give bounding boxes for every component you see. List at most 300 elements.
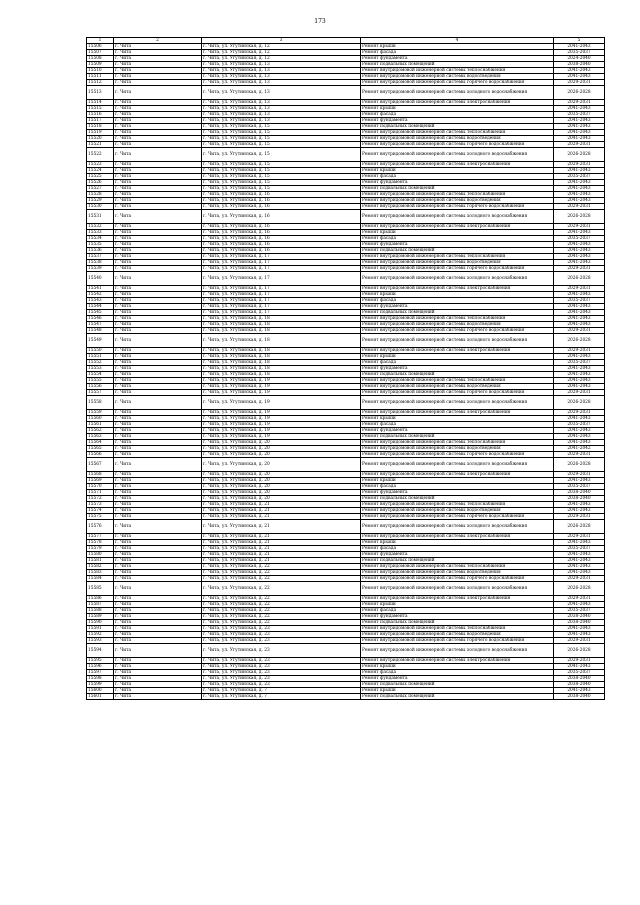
period-cell: 2035-2037: [554, 670, 605, 676]
row-number-cell: 15556: [87, 384, 114, 390]
row-number-cell: 15596: [87, 664, 114, 670]
municipality-cell: г. Чита: [114, 496, 202, 502]
row-number-cell: 15577: [87, 534, 114, 540]
address-cell: г. Чита, ул. Угутинская, д. 19: [202, 410, 361, 416]
municipality-cell: г. Чита: [114, 310, 202, 316]
municipality-cell: г. Чита: [114, 174, 202, 180]
municipality-cell: г. Чита: [114, 254, 202, 260]
municipality-cell: г. Чита: [114, 608, 202, 614]
row-number-cell: 15567: [87, 458, 114, 472]
work-type-cell: Ремонт фундамента: [361, 614, 554, 620]
work-type-cell: Ремонт внутридомовой инженерной системы теплоснабжения: [361, 316, 554, 322]
address-cell: г. Чита, ул. Угутинская, д. 19: [202, 390, 361, 396]
municipality-cell: г. Чита: [114, 360, 202, 366]
period-cell: 2035-2037: [554, 484, 605, 490]
row-number-cell: 15530: [87, 204, 114, 210]
address-cell: г. Чита, ул. Угутинская, д. 17: [202, 304, 361, 310]
municipality-cell: г. Чита: [114, 378, 202, 384]
work-type-cell: Ремонт фасада: [361, 608, 554, 614]
row-number-cell: 15588: [87, 608, 114, 614]
period-cell: 2035-2037: [554, 422, 605, 428]
work-type-cell: Ремонт внутридомовой инженерной системы теплоснабжения: [361, 192, 554, 198]
address-cell: г. Чита, ул. Угутинская, д. 7: [202, 694, 361, 700]
work-type-cell: Ремонт внутридомовой инженерной системы горячего водоснабжения: [361, 390, 554, 396]
municipality-cell: г. Чита: [114, 552, 202, 558]
municipality-cell: г. Чита: [114, 508, 202, 514]
row-number-cell: 15593: [87, 638, 114, 644]
work-type-cell: Ремонт крыши: [361, 664, 554, 670]
address-cell: г. Чита, ул. Угутинская, д. 21: [202, 552, 361, 558]
work-type-cell: Ремонт внутридомовой инженерной системы теплоснабжения: [361, 626, 554, 632]
period-cell: 2026-2028: [554, 334, 605, 348]
address-cell: г. Чита, ул. Угутинская, д. 23: [202, 682, 361, 688]
work-type-cell: Ремонт фундамента: [361, 304, 554, 310]
period-cell: 2026-2028: [554, 458, 605, 472]
row-number-cell: 15591: [87, 626, 114, 632]
work-type-cell: Ремонт внутридомовой инженерной системы теплоснабжения: [361, 440, 554, 446]
row-number-cell: 15590: [87, 620, 114, 626]
row-number-cell: 15586: [87, 596, 114, 602]
address-cell: г. Чита, ул. Угутинская, д. 16: [202, 210, 361, 224]
work-type-cell: Ремонт крыши: [361, 478, 554, 484]
row-number-cell: 15584: [87, 576, 114, 582]
period-cell: 2029-2031: [554, 390, 605, 396]
period-cell: 2041-2043: [554, 378, 605, 384]
row-number-cell: 15525: [87, 174, 114, 180]
table-row: [87, 458, 605, 472]
table-row: [87, 582, 605, 596]
row-number-cell: 15568: [87, 472, 114, 478]
work-type-cell: Ремонт крыши: [361, 44, 554, 50]
address-cell: г. Чита, ул. Угутинская, д. 20: [202, 452, 361, 458]
work-type-cell: Ремонт внутридомовой инженерной системы холодного водоснабжения: [361, 86, 554, 100]
row-number-cell: 15576: [87, 520, 114, 534]
address-cell: г. Чита, ул. Угутинская, д. 16: [202, 236, 361, 242]
repair-schedule-table: [86, 37, 605, 700]
row-number-cell: 15597: [87, 670, 114, 676]
address-cell: г. Чита, ул. Угутинская, д. 20: [202, 478, 361, 484]
row-number-cell: 15600: [87, 688, 114, 694]
address-cell: г. Чита, ул. Угутинская, д. 18: [202, 316, 361, 322]
row-number-cell: 15532: [87, 224, 114, 230]
row-number-cell: 15543: [87, 298, 114, 304]
row-number-cell: 15599: [87, 682, 114, 688]
work-type-cell: Ремонт внутридомовой инженерной системы горячего водоснабжения: [361, 576, 554, 582]
row-number-cell: 15563: [87, 434, 114, 440]
address-cell: г. Чита, ул. Угутинская, д. 23: [202, 626, 361, 632]
period-cell: 2041-2043: [554, 118, 605, 124]
row-number-cell: 15516: [87, 112, 114, 118]
row-number-cell: 15552: [87, 360, 114, 366]
period-cell: 2041-2043: [554, 130, 605, 136]
work-type-cell: Ремонт крыши: [361, 540, 554, 546]
row-number-cell: 15578: [87, 540, 114, 546]
address-cell: г. Чита, ул. Угутинская, д. 20: [202, 472, 361, 478]
work-type-cell: Ремонт внутридомовой инженерной системы электроснабжения: [361, 534, 554, 540]
period-cell: 2041-2043: [554, 434, 605, 440]
work-type-cell: Ремонт крыши: [361, 688, 554, 694]
municipality-cell: г. Чита: [114, 366, 202, 372]
table-row: [87, 520, 605, 534]
address-cell: г. Чита, ул. Угутинская, д. 19: [202, 428, 361, 434]
work-type-cell: Ремонт внутридомовой инженерной системы горячего водоснабжения: [361, 514, 554, 520]
municipality-cell: г. Чита: [114, 546, 202, 552]
row-number-cell: 15510: [87, 68, 114, 74]
municipality-cell: г. Чита: [114, 106, 202, 112]
work-type-cell: Ремонт внутридомовой инженерной системы холодного водоснабжения: [361, 582, 554, 596]
work-type-cell: Ремонт внутридомовой инженерной системы водоотведения: [361, 632, 554, 638]
period-cell: 2026-2028: [554, 582, 605, 596]
address-cell: г. Чита, ул. Угутинская, д. 13: [202, 106, 361, 112]
address-cell: г. Чита, ул. Угутинская, д. 13: [202, 74, 361, 80]
address-cell: г. Чита, ул. Угутинская, д. 16: [202, 204, 361, 210]
period-cell: 2041-2043: [554, 180, 605, 186]
address-cell: г. Чита, ул. Угутинская, д. 12: [202, 44, 361, 50]
address-cell: г. Чита, ул. Угутинская, д. 17: [202, 286, 361, 292]
address-cell: г. Чита, ул. Угутинская, д. 15: [202, 180, 361, 186]
address-cell: г. Чита, ул. Угутинская, д. 15: [202, 174, 361, 180]
period-cell: 2035-2037: [554, 174, 605, 180]
municipality-cell: г. Чита: [114, 676, 202, 682]
period-cell: 2035-2037: [554, 50, 605, 56]
municipality-cell: г. Чита: [114, 204, 202, 210]
table-row: [87, 396, 605, 410]
work-type-cell: Ремонт фасада: [361, 670, 554, 676]
municipality-cell: г. Чита: [114, 236, 202, 242]
address-cell: г. Чита, ул. Угутинская, д. 13: [202, 112, 361, 118]
address-cell: г. Чита, ул. Угутинская, д. 13: [202, 80, 361, 86]
work-type-cell: Ремонт внутридомовой инженерной системы электроснабжения: [361, 162, 554, 168]
period-cell: 2035-2037: [554, 608, 605, 614]
table-row: [87, 86, 605, 100]
municipality-cell: г. Чита: [114, 582, 202, 596]
row-number-cell: 15574: [87, 508, 114, 514]
period-cell: 2041-2043: [554, 558, 605, 564]
period-cell: 2038-2040: [554, 614, 605, 620]
work-type-cell: Ремонт внутридомовой инженерной системы холодного водоснабжения: [361, 396, 554, 410]
period-cell: 2038-2040: [554, 676, 605, 682]
address-cell: г. Чита, ул. Угутинская, д. 21: [202, 558, 361, 564]
address-cell: г. Чита, ул. Угутинская, д. 18: [202, 354, 361, 360]
work-type-cell: Ремонт внутридомовой инженерной системы водоотведения: [361, 508, 554, 514]
address-cell: г. Чита, ул. Угутинская, д. 13: [202, 62, 361, 68]
work-type-cell: Ремонт фундамента: [361, 428, 554, 434]
row-number-cell: 15547: [87, 322, 114, 328]
address-cell: г. Чита, ул. Угутинская, д. 20: [202, 446, 361, 452]
municipality-cell: г. Чита: [114, 520, 202, 534]
row-number-cell: 15533: [87, 230, 114, 236]
work-type-cell: Ремонт подвальных помещений: [361, 434, 554, 440]
address-cell: г. Чита, ул. Угутинская, д. 18: [202, 348, 361, 354]
municipality-cell: г. Чита: [114, 260, 202, 266]
period-cell: 2035-2037: [554, 546, 605, 552]
row-number-cell: 15553: [87, 366, 114, 372]
work-type-cell: Ремонт внутридомовой инженерной системы электроснабжения: [361, 286, 554, 292]
address-cell: г. Чита, ул. Угутинская, д. 22: [202, 608, 361, 614]
work-type-cell: Ремонт фасада: [361, 112, 554, 118]
address-cell: г. Чита, ул. Угутинская, д. 17: [202, 292, 361, 298]
work-type-cell: Ремонт фундамента: [361, 56, 554, 62]
period-cell: 2038-2040: [554, 682, 605, 688]
period-cell: 2041-2043: [554, 508, 605, 514]
period-cell: 2029-2031: [554, 266, 605, 272]
work-type-cell: Ремонт внутридомовой инженерной системы электроснабжения: [361, 596, 554, 602]
period-cell: 2041-2043: [554, 292, 605, 298]
row-number-cell: 15507: [87, 50, 114, 56]
municipality-cell: г. Чита: [114, 602, 202, 608]
address-cell: г. Чита, ул. Угутинская, д. 12: [202, 56, 361, 62]
period-cell: 2029-2031: [554, 328, 605, 334]
address-cell: г. Чита, ул. Угутинская, д. 15: [202, 142, 361, 148]
municipality-cell: г. Чита: [114, 632, 202, 638]
period-cell: 2041-2043: [554, 664, 605, 670]
work-type-cell: Ремонт фасада: [361, 174, 554, 180]
period-cell: 2024-2040: [554, 56, 605, 62]
work-type-cell: Ремонт внутридомовой инженерной системы горячего водоснабжения: [361, 452, 554, 458]
row-number-cell: 15583: [87, 570, 114, 576]
work-type-cell: Ремонт крыши: [361, 602, 554, 608]
period-cell: 2038-2040: [554, 62, 605, 68]
period-cell: 2029-2031: [554, 638, 605, 644]
period-cell: 2041-2043: [554, 44, 605, 50]
work-type-cell: Ремонт внутридомовой инженерной системы горячего водоснабжения: [361, 328, 554, 334]
work-type-cell: Ремонт крыши: [361, 230, 554, 236]
municipality-cell: г. Чита: [114, 644, 202, 658]
municipality-cell: г. Чита: [114, 688, 202, 694]
period-cell: 2041-2043: [554, 502, 605, 508]
municipality-cell: г. Чита: [114, 682, 202, 688]
period-cell: 2029-2031: [554, 514, 605, 520]
municipality-cell: г. Чита: [114, 168, 202, 174]
work-type-cell: Ремонт подвальных помещений: [361, 682, 554, 688]
address-cell: г. Чита, ул. Угутинская, д. 20: [202, 490, 361, 496]
address-cell: г. Чита, ул. Угутинская, д. 19: [202, 422, 361, 428]
work-type-cell: Ремонт внутридомовой инженерной системы теплоснабжения: [361, 68, 554, 74]
address-cell: г. Чита, ул. Угутинская, д. 20: [202, 458, 361, 472]
municipality-cell: г. Чита: [114, 534, 202, 540]
municipality-cell: г. Чита: [114, 478, 202, 484]
address-cell: г. Чита, ул. Угутинская, д. 18: [202, 334, 361, 348]
municipality-cell: г. Чита: [114, 472, 202, 478]
column-header: 1: [87, 38, 114, 44]
address-cell: г. Чита, ул. Угутинская, д. 17: [202, 266, 361, 272]
municipality-cell: г. Чита: [114, 142, 202, 148]
municipality-cell: г. Чита: [114, 162, 202, 168]
work-type-cell: Ремонт внутридомовой инженерной системы холодного водоснабжения: [361, 644, 554, 658]
row-number-cell: 15558: [87, 396, 114, 410]
period-cell: 2041-2043: [554, 136, 605, 142]
municipality-cell: г. Чита: [114, 118, 202, 124]
address-cell: г. Чита, ул. Угутинская, д. 22: [202, 620, 361, 626]
period-cell: 2041-2043: [554, 186, 605, 192]
address-cell: г. Чита, ул. Угутинская, д. 13: [202, 100, 361, 106]
work-type-cell: Ремонт фасада: [361, 50, 554, 56]
row-number-cell: 15512: [87, 80, 114, 86]
row-number-cell: 15538: [87, 260, 114, 266]
period-cell: 2041-2043: [554, 552, 605, 558]
municipality-cell: г. Чита: [114, 670, 202, 676]
period-cell: 2029-2031: [554, 80, 605, 86]
period-cell: 2041-2043: [554, 316, 605, 322]
row-number-cell: 15566: [87, 452, 114, 458]
municipality-cell: г. Чита: [114, 354, 202, 360]
row-number-cell: 15565: [87, 446, 114, 452]
municipality-cell: г. Чита: [114, 198, 202, 204]
municipality-cell: г. Чита: [114, 248, 202, 254]
column-header: 4: [361, 38, 554, 44]
period-cell: 2041-2043: [554, 68, 605, 74]
row-number-cell: 15535: [87, 242, 114, 248]
work-type-cell: Ремонт внутридомовой инженерной системы холодного водоснабжения: [361, 272, 554, 286]
address-cell: г. Чита, ул. Угутинская, д. 18: [202, 372, 361, 378]
period-cell: 2041-2043: [554, 124, 605, 130]
row-number-cell: 15587: [87, 602, 114, 608]
municipality-cell: г. Чита: [114, 416, 202, 422]
municipality-cell: г. Чита: [114, 446, 202, 452]
address-cell: г. Чита, ул. Угутинская, д. 19: [202, 378, 361, 384]
work-type-cell: Ремонт подвальных помещений: [361, 310, 554, 316]
period-cell: 2026-2028: [554, 210, 605, 224]
municipality-cell: г. Чита: [114, 100, 202, 106]
period-cell: 2041-2043: [554, 440, 605, 446]
period-cell: 2041-2043: [554, 322, 605, 328]
period-cell: 2041-2043: [554, 570, 605, 576]
period-cell: 2026-2028: [554, 148, 605, 162]
work-type-cell: Ремонт внутридомовой инженерной системы водоотведения: [361, 260, 554, 266]
municipality-cell: г. Чита: [114, 112, 202, 118]
address-cell: г. Чита, ул. Угутинская, д. 18: [202, 322, 361, 328]
row-number-cell: 15595: [87, 658, 114, 664]
period-cell: 2035-2037: [554, 360, 605, 366]
row-number-cell: 15517: [87, 118, 114, 124]
municipality-cell: г. Чита: [114, 558, 202, 564]
period-cell: 2038-2040: [554, 490, 605, 496]
municipality-cell: г. Чита: [114, 230, 202, 236]
period-cell: 2029-2031: [554, 452, 605, 458]
municipality-cell: г. Чита: [114, 434, 202, 440]
row-number-cell: 15506: [87, 44, 114, 50]
municipality-cell: г. Чита: [114, 210, 202, 224]
address-cell: г. Чита, ул. Угутинская, д. 13: [202, 86, 361, 100]
address-cell: г. Чита, ул. Угутинская, д. 17: [202, 254, 361, 260]
row-number-cell: 15592: [87, 632, 114, 638]
period-cell: 2041-2043: [554, 310, 605, 316]
work-type-cell: Ремонт внутридомовой инженерной системы горячего водоснабжения: [361, 142, 554, 148]
period-cell: 2041-2043: [554, 74, 605, 80]
address-cell: г. Чита, ул. Угутинская, д. 21: [202, 514, 361, 520]
address-cell: г. Чита, ул. Угутинская, д. 22: [202, 564, 361, 570]
address-cell: г. Чита, ул. Угутинская, д. 23: [202, 632, 361, 638]
work-type-cell: Ремонт фундамента: [361, 490, 554, 496]
row-number-cell: 15523: [87, 162, 114, 168]
work-type-cell: Ремонт внутридомовой инженерной системы водоотведения: [361, 136, 554, 142]
municipality-cell: г. Чита: [114, 452, 202, 458]
address-cell: г. Чита, ул. Угутинская, д. 17: [202, 272, 361, 286]
table-row: [87, 148, 605, 162]
row-number-cell: 15560: [87, 416, 114, 422]
address-cell: г. Чита, ул. Угутинская, д. 16: [202, 192, 361, 198]
work-type-cell: Ремонт внутридомовой инженерной системы водоотведения: [361, 322, 554, 328]
column-header: 3: [202, 38, 361, 44]
address-cell: г. Чита, ул. Угутинская, д. 18: [202, 328, 361, 334]
municipality-cell: г. Чита: [114, 180, 202, 186]
row-number-cell: 15540: [87, 272, 114, 286]
period-cell: 2041-2043: [554, 242, 605, 248]
work-type-cell: Ремонт подвальных помещений: [361, 620, 554, 626]
work-type-cell: Ремонт крыши: [361, 168, 554, 174]
municipality-cell: г. Чита: [114, 620, 202, 626]
address-cell: г. Чита, ул. Угутинская, д. 23: [202, 658, 361, 664]
municipality-cell: г. Чита: [114, 192, 202, 198]
period-cell: 2038-2040: [554, 694, 605, 700]
period-cell: 2041-2043: [554, 230, 605, 236]
address-cell: г. Чита, ул. Угутинская, д. 23: [202, 644, 361, 658]
row-number-cell: 15539: [87, 266, 114, 272]
address-cell: г. Чита, ул. Угутинская, д. 15: [202, 130, 361, 136]
row-number-cell: 15570: [87, 484, 114, 490]
municipality-cell: г. Чита: [114, 186, 202, 192]
work-type-cell: Ремонт внутридомовой инженерной системы горячего водоснабжения: [361, 204, 554, 210]
municipality-cell: г. Чита: [114, 458, 202, 472]
municipality-cell: г. Чита: [114, 570, 202, 576]
work-type-cell: Ремонт внутридомовой инженерной системы холодного водоснабжения: [361, 334, 554, 348]
work-type-cell: Ремонт фасада: [361, 360, 554, 366]
row-number-cell: 15571: [87, 490, 114, 496]
period-cell: 2041-2043: [554, 198, 605, 204]
work-type-cell: Ремонт фасада: [361, 422, 554, 428]
row-number-cell: 15569: [87, 478, 114, 484]
work-type-cell: Ремонт фасада: [361, 236, 554, 242]
work-type-cell: Ремонт крыши: [361, 416, 554, 422]
work-type-cell: Ремонт внутридомовой инженерной системы теплоснабжения: [361, 254, 554, 260]
period-cell: 2041-2043: [554, 478, 605, 484]
period-cell: 2029-2031: [554, 534, 605, 540]
work-type-cell: Ремонт внутридомовой инженерной системы горячего водоснабжения: [361, 80, 554, 86]
work-type-cell: Ремонт внутридомовой инженерной системы электроснабжения: [361, 658, 554, 664]
period-cell: 2041-2043: [554, 248, 605, 254]
row-number-cell: 15509: [87, 62, 114, 68]
municipality-cell: г. Чита: [114, 396, 202, 410]
address-cell: г. Чита, ул. Угутинская, д. 19: [202, 416, 361, 422]
address-cell: г. Чита, ул. Угутинская, д. 15: [202, 124, 361, 130]
address-cell: г. Чита, ул. Угутинская, д. 16: [202, 224, 361, 230]
period-cell: 2041-2043: [554, 304, 605, 310]
municipality-cell: г. Чита: [114, 502, 202, 508]
work-type-cell: Ремонт внутридомовой инженерной системы электроснабжения: [361, 472, 554, 478]
municipality-cell: г. Чита: [114, 334, 202, 348]
work-type-cell: Ремонт фундамента: [361, 366, 554, 372]
municipality-cell: г. Чита: [114, 390, 202, 396]
period-cell: 2029-2031: [554, 286, 605, 292]
work-type-cell: Ремонт подвальных помещений: [361, 62, 554, 68]
row-number-cell: 15511: [87, 74, 114, 80]
period-cell: 2026-2028: [554, 272, 605, 286]
page-number: 173: [314, 18, 326, 25]
work-type-cell: Ремонт внутридомовой инженерной системы электроснабжения: [361, 410, 554, 416]
period-cell: 2041-2043: [554, 260, 605, 266]
row-number-cell: 15581: [87, 558, 114, 564]
municipality-cell: г. Чита: [114, 490, 202, 496]
municipality-cell: г. Чита: [114, 328, 202, 334]
row-number-cell: 15601: [87, 694, 114, 700]
municipality-cell: г. Чита: [114, 62, 202, 68]
row-number-cell: 15513: [87, 86, 114, 100]
work-type-cell: Ремонт внутридомовой инженерной системы горячего водоснабжения: [361, 266, 554, 272]
municipality-cell: г. Чита: [114, 80, 202, 86]
work-type-cell: Ремонт внутридомовой инженерной системы теплоснабжения: [361, 378, 554, 384]
work-type-cell: Ремонт подвальных помещений: [361, 558, 554, 564]
period-cell: 2041-2043: [554, 384, 605, 390]
